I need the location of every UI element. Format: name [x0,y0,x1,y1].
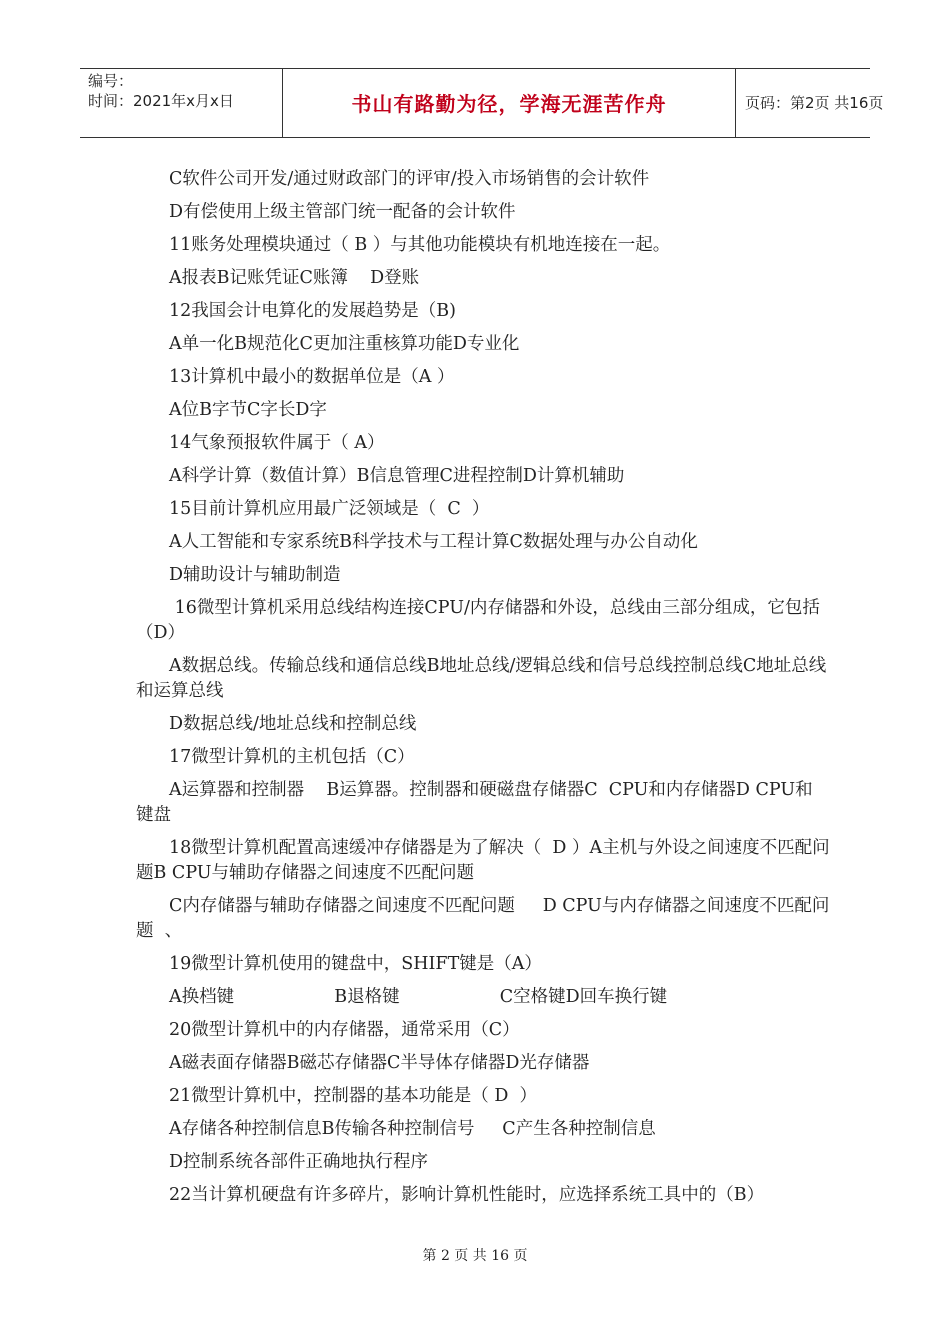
question-19: 19微型计算机使用的键盘中，SHIFT键是（A） [169,954,542,974]
question-14: 14气象预报软件属于（ A） [169,433,385,453]
answer-options: D辅助设计与辅助制造 [169,565,341,585]
question-20: 20微型计算机中的内存储器，通常采用（C） [169,1020,520,1040]
question-16: 16微型计算机采用总线结构连接CPU/内存储器和外设，总线由三部分组成，它包括（D） [136,598,820,643]
question-13: 13计算机中最小的数据单位是（A ） [169,367,455,387]
header-motto: 书山有路勤为径，学海无涯苦作舟 [351,92,667,116]
answer-options: A数据总线。传输总线和通信总线B地址总线/逻辑总线和信号总线控制总线C地址总线和运算总线 [136,656,827,701]
answer-options: A单一化B规范化C更加注重核算功能D专业化 [169,334,520,354]
answer-options: A运算器和控制器 B运算器。控制器和硬磁盘存储器C CPU和内存储器D CPU和键盘 [136,780,813,825]
answer-options: A报表B记账凭证C账簿 D登账 [169,268,420,288]
answer-options: A换档键 B退格键 C空格键D回车换行键 [169,987,668,1007]
answer-options: C内存储器与辅助存储器之间速度不匹配问题 D CPU与内存储器之间速度不匹配问题 、 [136,896,830,941]
question-21: 21微型计算机中，控制器的基本功能是（ D ） [169,1086,537,1106]
text-line: D有偿使用上级主管部门统一配备的会计软件 [169,202,516,222]
answer-options: D数据总线/地址总线和控制总线 [169,714,417,734]
answer-options: A磁表面存储器B磁芯存储器C半导体存储器D光存储器 [169,1053,590,1073]
question-11: 11账务处理模块通过（ B ）与其他功能模块有机地连接在一起。 [169,235,671,255]
answer-options: A人工智能和专家系统B科学技术与工程计算C数据处理与办公自动化 [169,532,698,552]
answer-options: D控制系统各部件正确地执行程序 [169,1152,429,1172]
answer-options: A位B字节C字长D字 [169,400,327,420]
page-footer: 第 2 页 共 16 页 [422,1248,528,1264]
question-18: 18微型计算机配置高速缓冲存储器是为了解决（ D ）A主机与外设之间速度不匹配问题B CPU与辅助存储器之间速度不匹配问题 [136,838,830,883]
header-page-info: 页码：第2页 共16页 [745,94,884,112]
answer-options: A科学计算（数值计算）B信息管理C进程控制D计算机辅助 [169,466,625,486]
text-line: C软件公司开发/通过财政部门的评审/投入市场销售的会计软件 [169,169,650,189]
document-number-label: 编号： [88,72,134,90]
answer-options: A存储各种控制信息B传输各种控制信号 C产生各种控制信息 [169,1119,656,1139]
question-17: 17微型计算机的主机包括（C） [169,747,415,767]
question-15: 15目前计算机应用最广泛领域是（ C ） [169,499,490,519]
question-22: 22当计算机硬盘有许多碎片，影响计算机性能时，应选择系统工具中的（B） [169,1185,765,1205]
document-date-label: 时间：2021年x月x日 [88,92,234,110]
question-12: 12我国会计电算化的发展趋势是（B) [169,301,456,321]
